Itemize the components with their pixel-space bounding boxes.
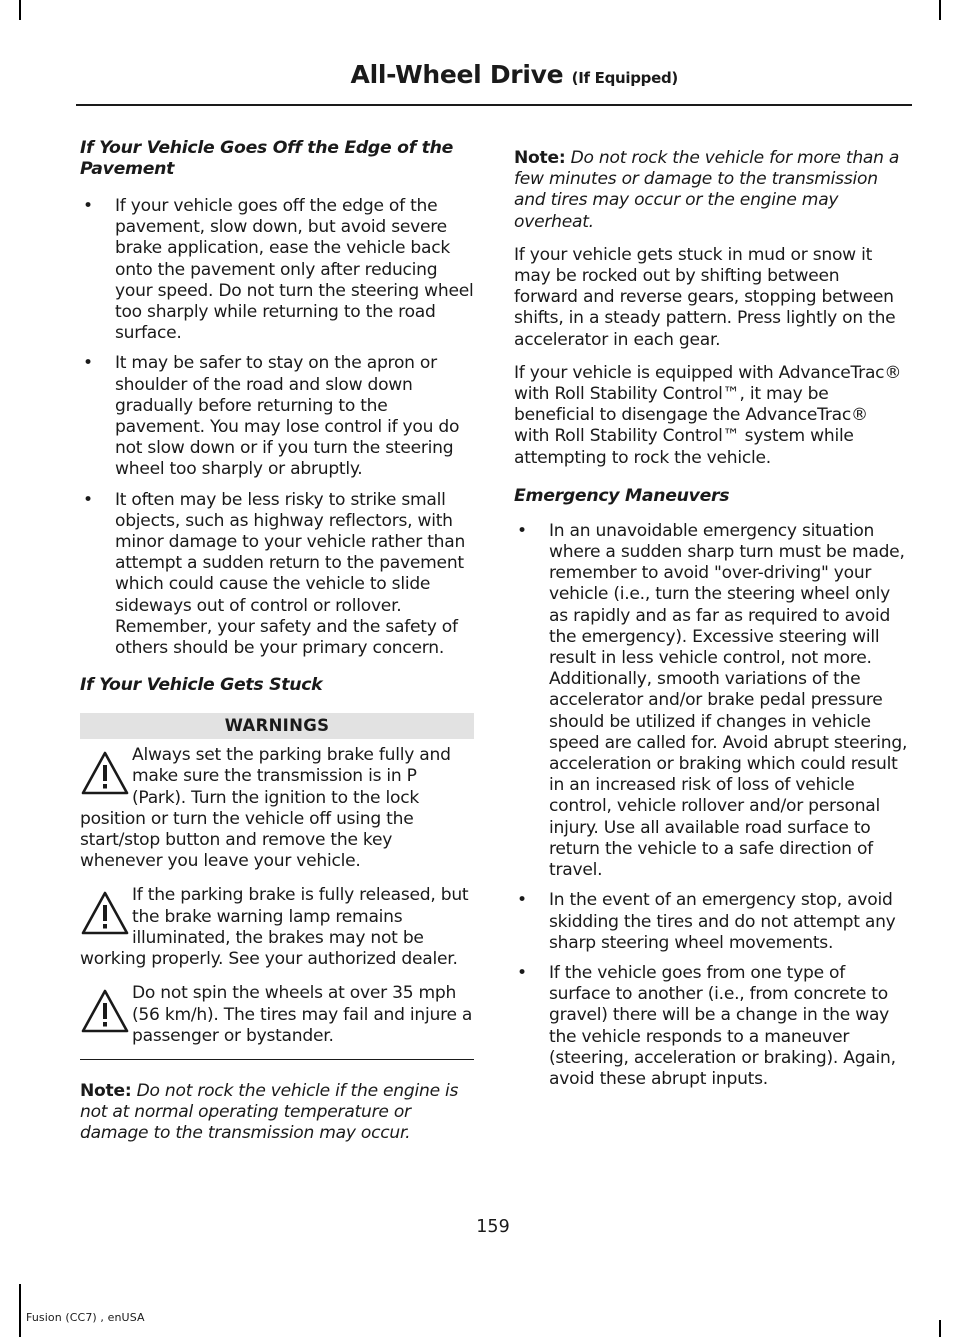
note-engine-temp — [80, 1081, 474, 1145]
warning-2-text: If the parking brake is fully released, but the brake warning lamp remains illuminated, the brakes may not be working properly. See your authorized dealer. — [80, 885, 469, 970]
header-title: All-Wheel Drive — [350, 60, 564, 89]
warnings-header: WARNINGS — [80, 713, 474, 739]
warning-triangle-icon — [80, 749, 132, 799]
heading-off-edge: If Your Vehicle Goes Off the Edge of the Pavement — [80, 138, 454, 179]
right-column — [514, 148, 908, 1099]
left-column — [80, 138, 474, 1157]
warning-triangle-icon — [80, 889, 132, 939]
note-text: Do not rock the vehicle for more than a few minutes or damage to the transmission and tires may occur or the engine may overheat. — [514, 148, 900, 232]
note-label: Note: — [80, 1080, 132, 1101]
page-header-title — [351, 60, 678, 89]
warning-3 — [80, 983, 474, 1047]
page-number: 159 — [476, 1217, 510, 1237]
bullet-emergency-2: • In the event of an emergency stop, avoid skidding the tires and do not attempt any sharp steering wheel movements. — [514, 890, 908, 954]
note-text: Do not rock the vehicle if the engine is not at normal operating temperature or damage to the transmission may occur. — [80, 1080, 459, 1144]
warning-2 — [80, 885, 474, 970]
warning-1 — [80, 745, 474, 872]
para-stuck: If your vehicle gets stuck in mud or snow it may be rocked out by shifting between forward and reverse gears, stopping between shifts, in a steady pattern. Press lightly on the accelerator in each gear. — [514, 244, 896, 350]
warning-1-text: Always set the parking brake fully and make sure the transmission is in P (Park). Turn the ignition to the lock position or turn the vehicle off using the start/stop button and remove the key whenever you leave your vehicle. — [80, 745, 451, 872]
heading-emergency: Emergency Maneuvers — [514, 485, 730, 506]
crop-mark-top-left — [19, 0, 21, 20]
crop-mark-top-right — [939, 0, 941, 20]
bullet-emergency-3: • If the vehicle goes from one type of surface to another (i.e., from concrete to gravel) there will be a change in the way the vehicle responds to a maneuver (steering, acceleration or braking). Again, avoid these abrupt inputs. — [514, 963, 908, 1090]
note-label: Note: — [514, 148, 566, 168]
para-advancetrac: If your vehicle is equipped with AdvanceTrac® with Roll Stability Control™, it may be beneficial to disengage the AdvanceTrac® with Roll Stability Control™ system while attempting to rock the vehicle. — [514, 362, 902, 468]
warning-3-text: Do not spin the wheels at over 35 mph (56 km/h). The tires may fail and injure a passenger or bystander. — [132, 983, 473, 1046]
heading-stuck: If Your Vehicle Gets Stuck — [80, 675, 323, 696]
crop-mark-bottom-left — [19, 1284, 21, 1337]
warning-triangle-icon — [80, 987, 132, 1037]
header-subtitle: (If Equipped) — [571, 69, 678, 87]
header-rule — [76, 104, 912, 106]
bullet-off-edge-2: • It may be safer to stay on the apron or shoulder of the road and slow down gradually before returning to the pavement. You may lose control if you do not slow down or if you turn the steering wheel too sharply or abruptly. — [80, 353, 474, 480]
bullet-emergency-1: • In an unavoidable emergency situation where a sudden sharp turn must be made, remember to avoid "over-driving" your vehicle (i.e., turn the steering wheel only as rapidly and as far as required to avoid the emergency). Excessive steering will result in less vehicle control, not more. Additionally, smooth variations of the accelerator and/or brake pedal pressure should be utilized if changes in vehicle speed are called for. Avoid abrupt steering, acceleration or braking which could result in an increased risk of loss of vehicle control, vehicle rollover and/or personal injury. Use all available road surface to return the vehicle to a safe direction of travel. — [514, 521, 908, 881]
note-rock-duration — [514, 148, 908, 233]
bullet-off-edge-3: • It often may be less risky to strike small objects, such as highway reflectors, with minor damage to your vehicle rather than attempt a sudden return to the pavement which could cause the vehicle to slide sideways out of control or rollover. Remember, your safety and the safety of others should be your primary concern. — [80, 490, 474, 660]
document-id: Fusion (CC7) , enUSA — [26, 1311, 145, 1324]
bullet-off-edge-1: • If your vehicle goes off the edge of the pavement, slow down, but avoid severe brake application, ease the vehicle back onto the pavement only after reducing your speed. Do not turn the steering wheel too sharply while returning to the road surface. — [80, 196, 474, 344]
warnings-end-rule — [80, 1059, 474, 1060]
crop-mark-bottom-right — [939, 1320, 941, 1337]
